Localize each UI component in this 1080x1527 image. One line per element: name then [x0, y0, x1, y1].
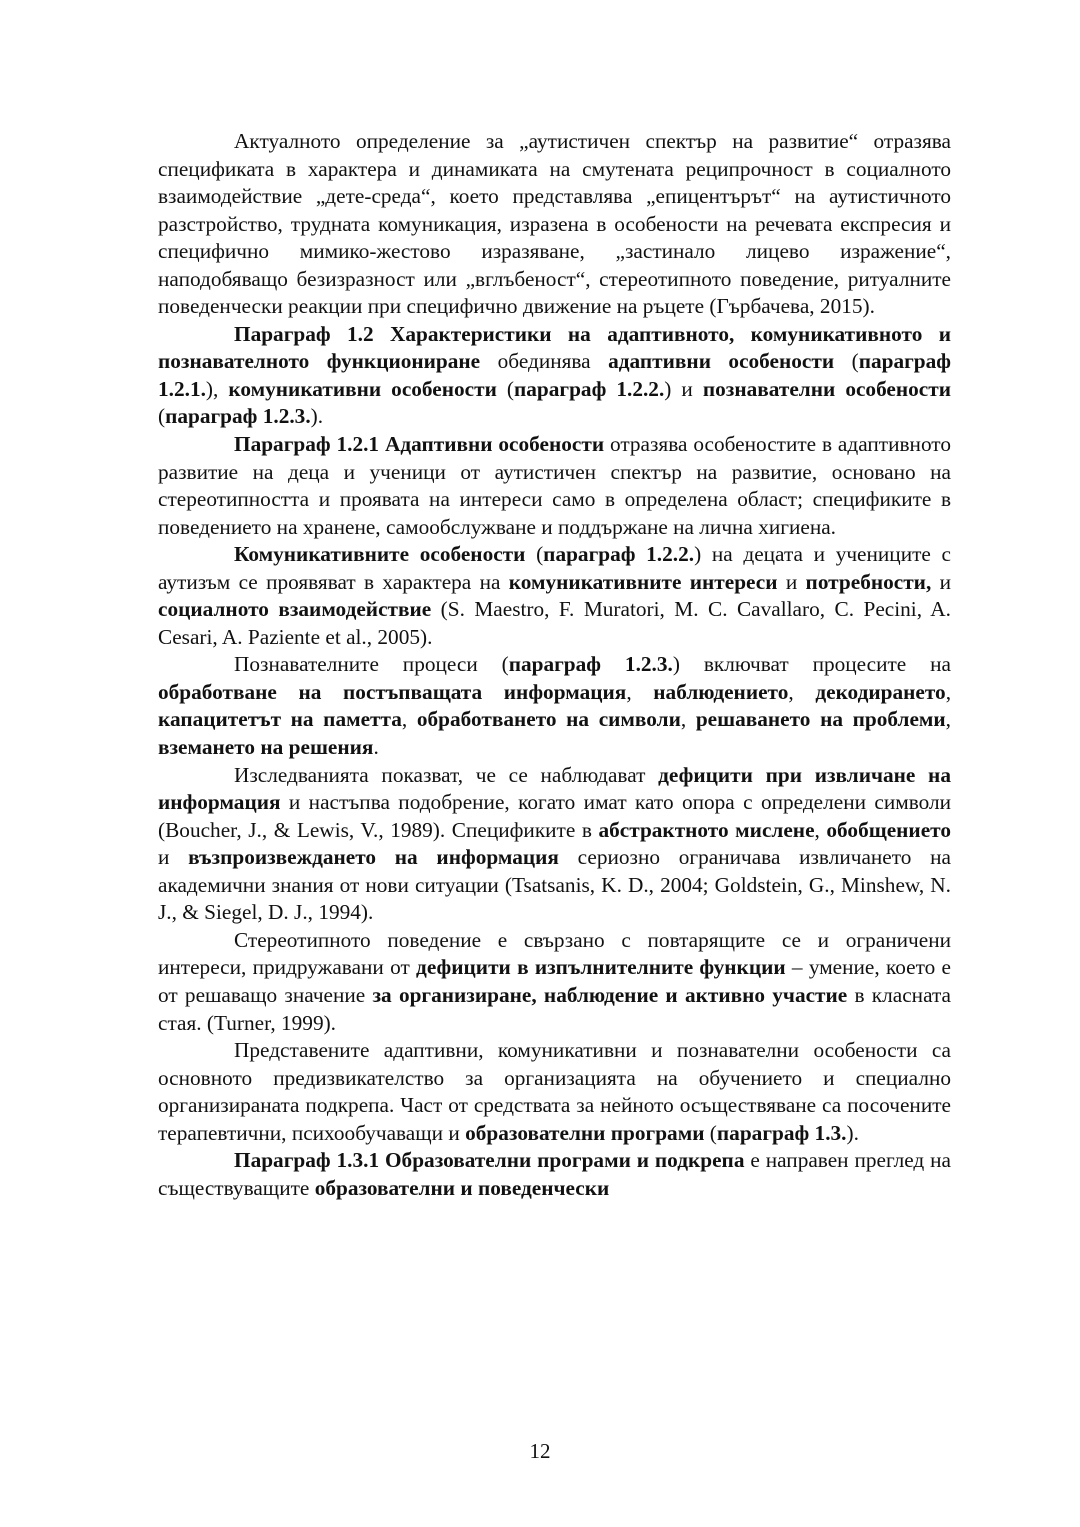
paragraph — [158, 1147, 951, 1202]
bold-text-run: наблюдението — [653, 679, 789, 704]
text-run: ) и — [664, 376, 703, 401]
text-run: и — [158, 845, 189, 870]
bold-text-run: дефицити в изпълнителните функции — [416, 955, 786, 980]
paragraph — [158, 128, 951, 321]
text-run: и — [931, 569, 952, 594]
text-run: ( — [496, 376, 514, 401]
bold-text-run: дефицити при извличане на информация — [158, 762, 951, 815]
text-run: ). — [310, 404, 324, 429]
paragraph — [158, 762, 951, 927]
text-run: ( — [525, 542, 544, 567]
bold-text-run: параграф 1.2.3. — [508, 652, 673, 677]
bold-text-run: образователни и поведенчески — [314, 1175, 610, 1200]
bold-text-run: капацитетът на паметта — [158, 707, 402, 732]
text-run: Изследванията показват, че се наблюдават — [234, 762, 659, 787]
bold-text-run: Параграф 1.3.1 Образователни програми и подкрепа — [234, 1148, 745, 1173]
bold-text-run: Параграф 1.2 Характеристики на адаптивното, комуникативното и познавателното функциониране — [158, 321, 951, 374]
text-run: . — [373, 735, 379, 760]
paragraph — [158, 651, 951, 761]
bold-text-run: Комуникативните особености — [234, 542, 526, 567]
bold-text-run: образователни програми — [465, 1120, 705, 1145]
paragraph — [158, 1037, 951, 1147]
paragraph — [158, 927, 951, 1037]
text-run: ( — [158, 404, 166, 429]
bold-text-run: Параграф 1.2.1 Адаптивни особености — [234, 432, 605, 457]
text-run: е направен преглед на съществуващите — [158, 1148, 952, 1200]
text-run: , — [626, 679, 654, 704]
paragraph — [158, 541, 951, 651]
text-run: и настъпва подобрение, когато имат като опора с определени символи (Boucher, J., & Lewis, V., 1989). Спецификите в — [158, 790, 951, 842]
page-number: 12 — [529, 1439, 551, 1463]
text-run: Актуалното определение за „аутистичен спектър на развитие“ отразява спецификата в характера и динамиката на смутената реципрочност в социалното взаимодействие „дете-среда“, което представлява „епицентърът“ на аутистичното разстройство, трудната комуникация, изразена в особености на речевата експресия и специфично мимико-жестово изразяване, „застинало лицево изражение“, наподобяващо безизразност или „вглъбеност“, стереотипното поведение, ритуалните поведенчески реакции при специфично движение на ръцете (Гърбачева, 2015). — [158, 129, 951, 319]
text-run: Стереотипното поведение е свързано с повтарящите се и ограничени интереси, придружавани от — [158, 927, 951, 980]
bold-text-run: комуникативни особености — [228, 376, 497, 401]
bold-text-run: потребности, — [805, 569, 932, 594]
bold-text-run: комуникативните интереси — [508, 569, 778, 594]
bold-text-run: възпроизвеждането на информация — [188, 845, 559, 870]
paragraph — [158, 321, 951, 431]
bold-text-run: параграф 1.2.1. — [158, 349, 951, 401]
text-run: , — [945, 679, 952, 704]
text-run: (S. Maestro, F. Muratori, M. C. Cavallaro, C. Pecini, A. Cesari, A. Paziente et al., 2005). — [158, 597, 952, 649]
bold-text-run: решаването на проблеми — [695, 707, 946, 732]
text-run: обединява — [480, 349, 609, 374]
text-run: сериозно ограничава извличането на академични знания от нови ситуации (Tsatsanis, K. D., 2004; Goldstein, G., Minshew, N. J., & Siegel, D. J., 1994). — [158, 845, 952, 925]
bold-text-run: параграф 1.3. — [716, 1120, 847, 1145]
text-run: Познавателните процеси ( — [234, 652, 509, 677]
text-run: Представените адаптивни, комуникативни и познавателни особености са основното предизвикателство за организацията на обучението и специално организираната подкрепа. Част от средствата за нейното осъществяване са посочените терапевтични, психообучаващи и — [158, 1038, 951, 1145]
page-body — [158, 128, 951, 1202]
text-run: ), — [205, 376, 229, 401]
bold-text-run: адаптивни особености — [608, 349, 835, 374]
text-run: , — [814, 817, 827, 842]
bold-text-run: обработване на постъпващата информация — [158, 679, 627, 704]
bold-text-run: абстрактното мислене — [598, 817, 815, 842]
text-run: , — [945, 707, 951, 732]
bold-text-run: обобщението — [826, 817, 951, 842]
bold-text-run: за организиране, наблюдение и активно участие — [372, 982, 848, 1007]
paragraph — [158, 431, 951, 541]
text-run: , — [680, 707, 696, 732]
text-run: , — [788, 679, 816, 704]
text-run: ) включват процесите на — [672, 652, 951, 677]
text-run: – умение, което е от решаващо значение — [158, 955, 951, 1007]
bold-text-run: декодирането — [815, 679, 946, 704]
text-run: ) на децата и учениците с аутизъм се проявяват в характера на — [158, 542, 951, 594]
text-run: в класната стая. (Turner, 1999). — [158, 982, 951, 1035]
text-run: ). — [846, 1120, 859, 1145]
bold-text-run: параграф 1.2.2. — [514, 376, 665, 401]
bold-text-run: вземането на решения — [158, 735, 374, 760]
bold-text-run: познавателни особености — [702, 376, 951, 401]
bold-text-run: обработването на символи — [416, 707, 681, 732]
bold-text-run: параграф 1.2.2. — [543, 542, 695, 567]
text-run: , — [401, 707, 417, 732]
bold-text-run: параграф 1.2.3. — [165, 404, 311, 429]
text-run: отразява особеностите в адаптивното развитие на деца и ученици от аутистичен спектър на развитие, основано на стереотипността и проявата на интереси само в определена област; спецификите в поведението на хранене, самообслужване и поддържане на лична хигиена. — [158, 432, 951, 539]
text-run: и — [777, 569, 806, 594]
text-run: ( — [834, 349, 859, 374]
text-run: ( — [704, 1120, 717, 1145]
bold-text-run: социалното взаимодействие — [158, 597, 432, 622]
